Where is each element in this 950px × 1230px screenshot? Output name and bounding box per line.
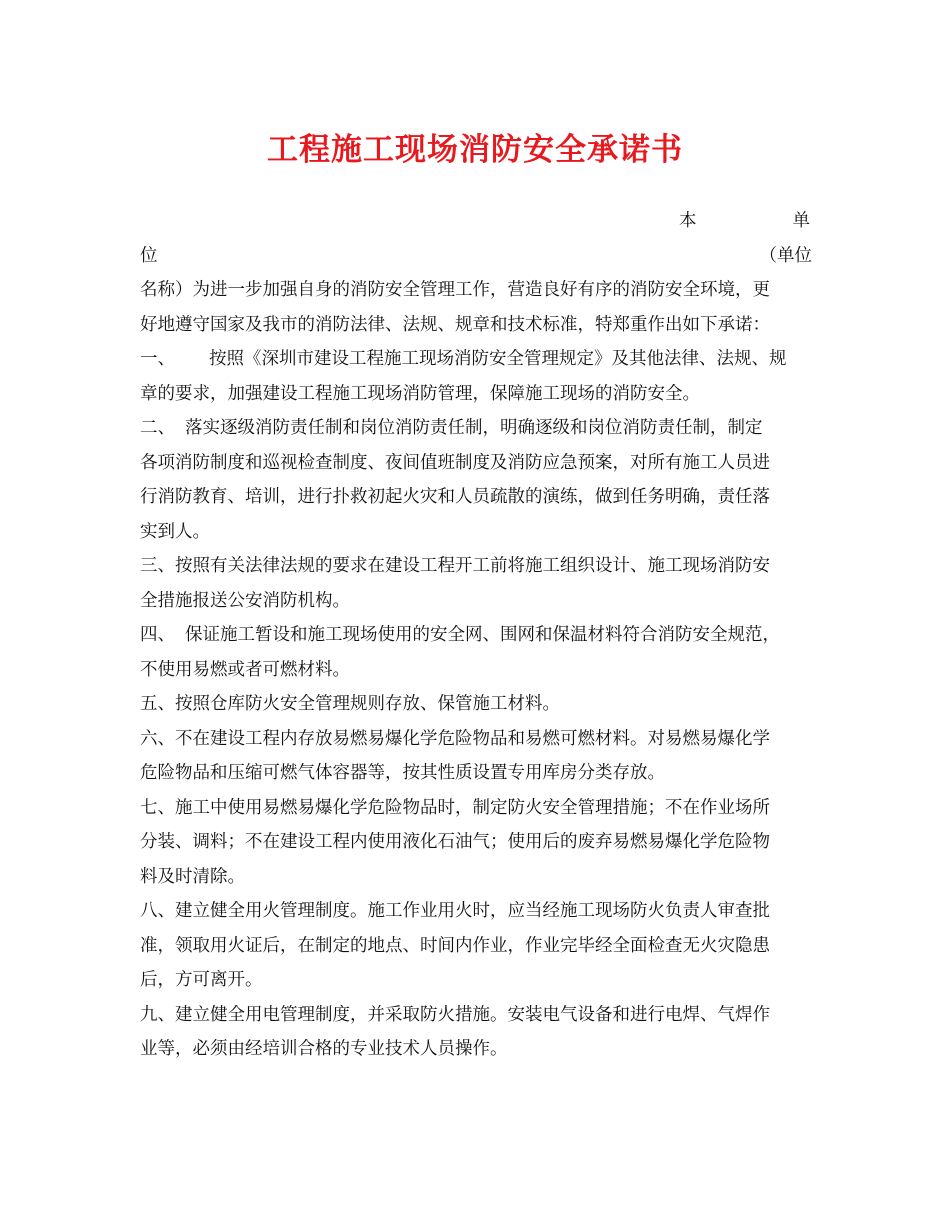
item-number: 六、 [140,728,175,749]
item-4-line-2: 不使用易燃或者可燃材料。 [140,659,350,680]
item-1-line-2: 章的要求，加强建设工程施工现场消防管理，保障施工现场的消防安全。 [140,383,700,404]
item-7-line-2: 分装、调料；不在建设工程内使用液化石油气；使用后的废弃易燃易爆化学危险物 [140,832,770,852]
item-text: 建立健全用电管理制度，并采取防火措施。安装电气设备和进行电焊、气焊作 [175,1004,770,1025]
item-text: 按照《深圳市建设工程施工现场消防安全管理规定》及其他法律、法规、规 [209,349,787,369]
item-3-line-1 [140,549,812,584]
item-6-line-2: 危险物品和压缩可燃气体容器等，按其性质设置专用库房分类存放。 [140,763,665,783]
item-number: 四、 [140,625,175,645]
item-3-line-2: 全措施报送公安消防机构。 [140,590,350,611]
item-2-line-4: 实到人。 [140,521,210,542]
item-text: 按照有关法律法规的要求在建设工程开工前将施工组织设计、施工现场消防安 [175,556,770,576]
item-7-line-3: 料及时清除。 [140,866,245,887]
opening-unit-paren: （单位 [759,245,812,266]
item-7-line-1 [140,791,812,826]
item-2-line-3: 行消防教育、培训，进行扑救初起火灾和人员疏散的演练，做到任务明确，责任落 [140,487,770,507]
opening-wei: 位 [140,245,158,266]
item-1-line-1 [140,342,812,377]
item-8-line-2: 准，领取用火证后，在制定的地点、时间内作业，作业完毕经全面检查无火灾隐患 [140,935,770,956]
item-text: 施工中使用易燃易爆化学危险物品时，制定防火安全管理措施；不在作业场所 [175,797,770,818]
opening-dan: 单 [792,211,810,231]
item-9-line-1 [140,998,812,1033]
item-number: 五、 [140,694,175,714]
item-number: 一、 [140,349,175,369]
document-body [140,204,812,1067]
opening-line-3: 名称）为进一步加强自身的消防安全管理工作，营造良好有序的消防安全环境，更 [140,280,770,300]
item-number: 九、 [140,1004,175,1025]
item-text: 建立健全用火管理制度。施工作业用火时，应当经施工现场防火负责人审查批 [175,901,770,921]
opening-line-1 [140,204,812,239]
item-8-line-3: 后，方可离开。 [140,970,263,990]
item-2-line-2: 各项消防制度和巡视检查制度、夜间值班制度及消防应急预案，对所有施工人员进 [140,452,770,473]
item-6-line-1 [140,722,812,757]
opening-line-2 [140,239,812,274]
item-number: 七、 [140,797,175,818]
document-title: 工程施工现场消防安全承诺书 [267,132,683,168]
item-number: 三、 [140,556,175,576]
opening-line-4: 好地遵守国家及我市的消防法律、法规、规章和技术标准，特郑重作出如下承诺： [140,314,770,335]
item-number: 二、 [140,418,175,438]
item-number: 八、 [140,901,175,921]
item-8-line-1 [140,894,812,929]
opening-ben: 本 [679,211,697,231]
item-text: 保证施工暂设和施工现场使用的安全网、围网和保温材料符合消防安全规范， [185,625,780,645]
item-text: 按照仓库防火安全管理规则存放、保管施工材料。 [175,694,560,714]
item-text: 不在建设工程内存放易燃易爆化学危险物品和易燃可燃材料。对易燃易爆化学 [175,728,770,749]
item-2-line-1 [140,411,812,446]
item-9-line-2: 业等，必须由经培训合格的专业技术人员操作。 [140,1039,508,1059]
item-5-line-1 [140,687,812,722]
item-text: 落实逐级消防责任制和岗位消防责任制，明确逐级和岗位消防责任制，制定 [185,418,763,438]
item-4-line-1 [140,618,812,653]
